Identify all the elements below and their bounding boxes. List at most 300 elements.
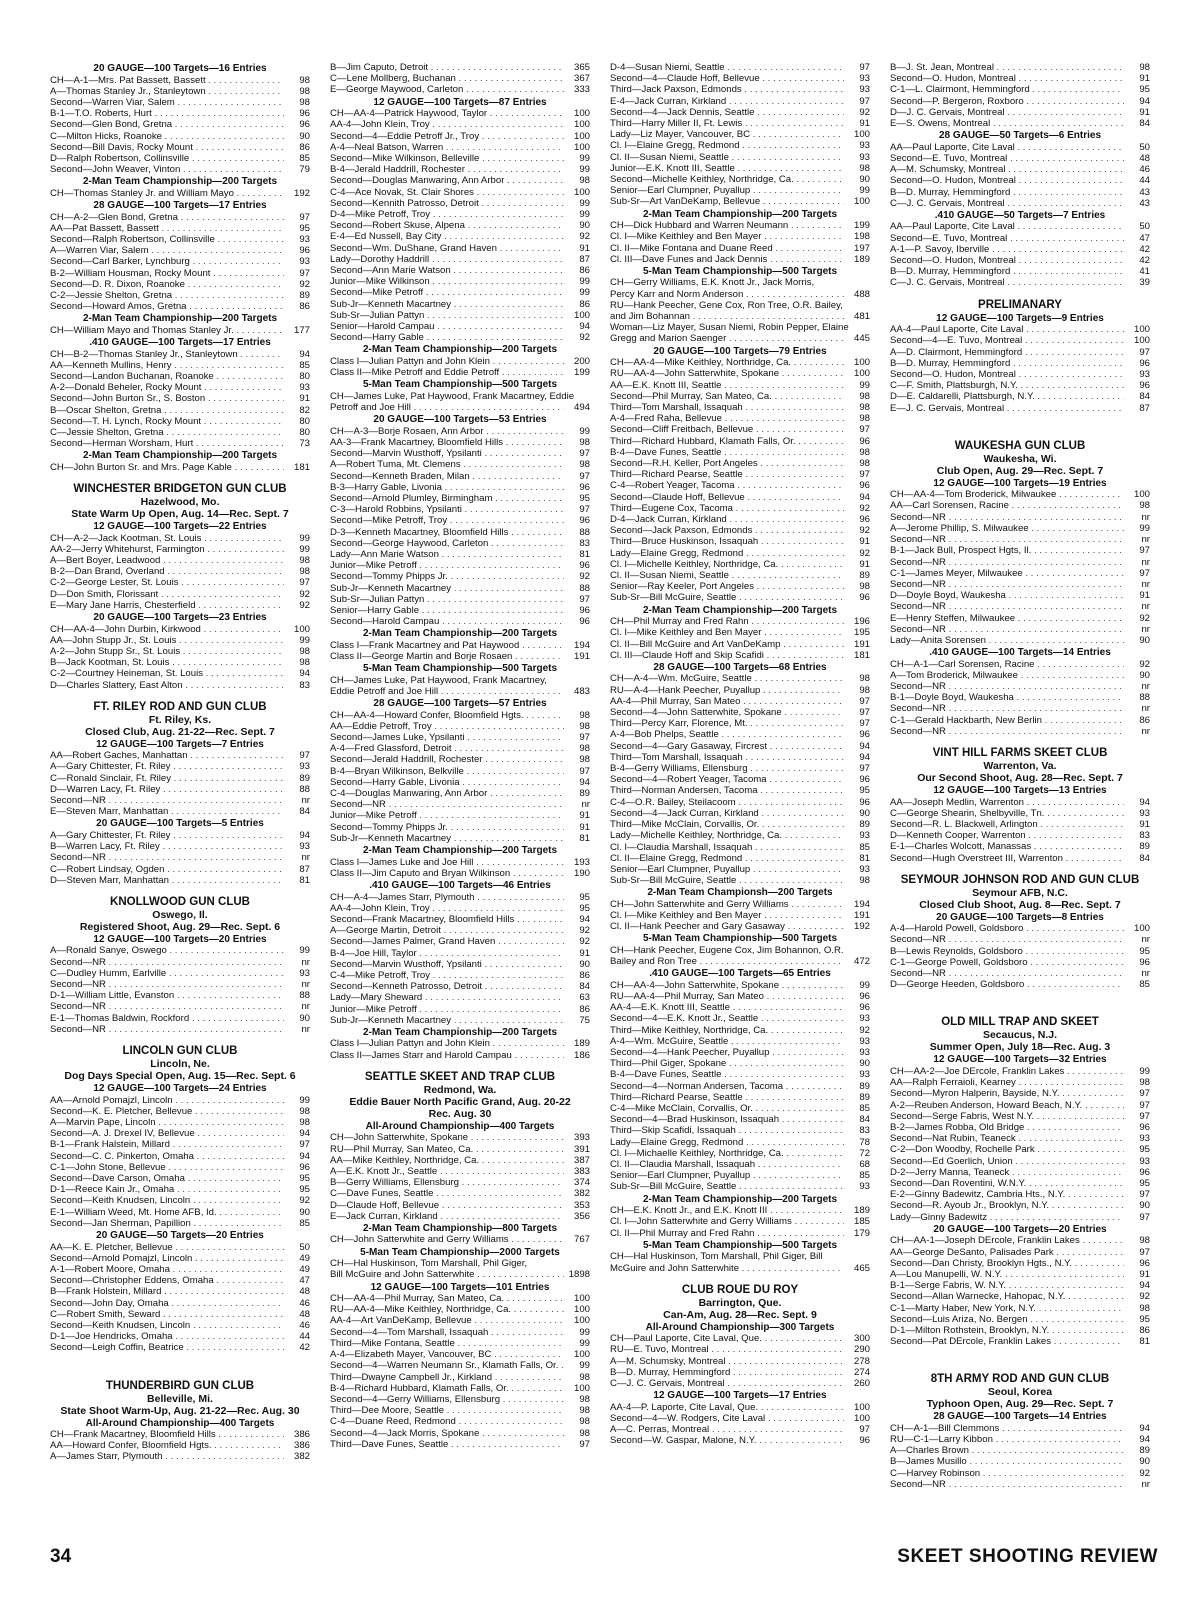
- column-3: [610, 62, 870, 1447]
- score: 98: [859, 875, 870, 887]
- score: 96: [859, 1002, 870, 1014]
- shooter-name: C—George Shearin, Shelbyville, Tn. . . .: [890, 808, 1124, 819]
- result-row: [610, 650, 870, 661]
- result-row: [610, 62, 870, 73]
- result-row: [610, 1148, 870, 1159]
- result-row: [330, 799, 590, 810]
- score: 46: [299, 1319, 310, 1331]
- event-heading: .410 GAUGE—50 Targets—7 Entries: [934, 209, 1106, 221]
- result-row: [50, 212, 310, 223]
- score: 100: [573, 1349, 590, 1361]
- score: 98: [1139, 1077, 1150, 1089]
- score: 98: [859, 401, 870, 413]
- result-row: [330, 1004, 590, 1015]
- shooter-name: D—Charles Slattery, East Alton . . .: [50, 680, 284, 691]
- score: 86: [579, 1003, 590, 1015]
- result-row: [610, 1002, 870, 1013]
- result-row-continued: [330, 1258, 590, 1269]
- shooter-name: Lady—Elaine Gregg, Redmond . . .: [610, 1137, 844, 1148]
- score: 86: [579, 264, 590, 276]
- score: 79: [299, 164, 310, 176]
- result-row: [330, 493, 590, 504]
- shooter-name: Second—Bill Davis, Rocky Mount . . .: [50, 142, 284, 153]
- result-row: [610, 1159, 870, 1170]
- score: 494: [573, 401, 590, 413]
- score: 88: [579, 526, 590, 538]
- result-row: [610, 1114, 870, 1125]
- shooter-name: RU—C-1—Larry Kibbon . . .: [890, 1434, 1124, 1445]
- shooter-name: Cl. I—Mike Keithley and Ben Mayer . . .: [610, 910, 844, 921]
- shooter-name: CH—A-4—Wm. McGuire, Seattle . . .: [610, 673, 844, 684]
- score: 97: [1139, 567, 1150, 579]
- result-row: [50, 75, 310, 86]
- score: 97: [1139, 1110, 1150, 1122]
- shooter-name: Second—O. Hudon, Montreal . . .: [890, 255, 1124, 266]
- score: 98: [859, 446, 870, 458]
- score: 81: [859, 852, 870, 864]
- result-row: [50, 1264, 310, 1275]
- shooter-name: Second—Ann Marie Watson . . .: [330, 265, 564, 276]
- score: 90: [579, 958, 590, 970]
- result-row: [610, 1424, 870, 1435]
- club-title: THUNDERBIRD GUN CLUB: [105, 1379, 255, 1392]
- result-row: [890, 403, 1150, 414]
- score: nr: [1141, 725, 1150, 737]
- result-row: [50, 142, 310, 153]
- result-row: [890, 579, 1150, 590]
- score: 93: [1139, 1155, 1150, 1167]
- shooter-name: Third—Skip Scafidi, Issaquah . . .: [610, 1125, 844, 1136]
- score: 194: [573, 639, 590, 651]
- shooter-name: D—George Heeden, Goldsboro . . .: [890, 979, 1124, 990]
- club-title: LINCOLN GUN CLUB: [122, 1045, 238, 1058]
- result-row: [50, 131, 310, 142]
- score: 93: [299, 256, 310, 268]
- score: nr: [301, 979, 310, 991]
- result-row: [610, 752, 870, 763]
- shooter-name: Second—NR . . .: [890, 579, 1124, 590]
- result-row: [890, 1468, 1150, 1479]
- shooter-name: Second—Nat Rubin, Teaneck . . .: [890, 1133, 1124, 1144]
- result-row: [50, 1207, 310, 1218]
- shooter-name: C-2—Courtney Heineman, St. Louis . . .: [50, 668, 284, 679]
- shooter-name: Second—NR . . .: [890, 726, 1124, 737]
- shooter-name: D-3—Kenneth Macartney, Bloomfield Hills . . .: [330, 527, 564, 538]
- shooter-name: Second—4—Eddie Petroff Jr., Troy . . .: [330, 131, 564, 142]
- score: 93: [299, 761, 310, 773]
- shooter-name: B-1—Frank Halstein, Millard . . .: [50, 1139, 284, 1150]
- result-row: [610, 413, 870, 424]
- score: 391: [573, 1143, 590, 1155]
- score: 83: [1139, 830, 1150, 842]
- score: 88: [1139, 692, 1150, 704]
- shooter-name: Lady—Ginny Badewitz . . .: [890, 1212, 1124, 1223]
- shooter-name: D-4—Mike Petroff, Troy . . .: [330, 209, 564, 220]
- score: 92: [1139, 658, 1150, 670]
- shooter-name: Second—E. Tuvo, Montreal . . .: [890, 153, 1124, 164]
- shooter-name: B—Gerry Williams, Ellensburg . . .: [330, 1177, 564, 1188]
- score: 81: [579, 832, 590, 844]
- result-row: [50, 1173, 310, 1184]
- result-row: [610, 1125, 870, 1136]
- result-row: [330, 1132, 590, 1143]
- score: 86: [299, 301, 310, 313]
- shooter-name: Second—4—Jack Morris, Spokane . . .: [330, 1428, 564, 1439]
- score: 91: [1139, 106, 1150, 118]
- score: 75: [579, 1014, 590, 1026]
- result-row: [330, 153, 590, 164]
- club-subheading: Oswego, Il.: [152, 908, 208, 921]
- score: 97: [579, 765, 590, 777]
- result-row: [50, 119, 310, 130]
- score: nr: [301, 852, 310, 864]
- result-row: [890, 830, 1150, 841]
- shooter-name: Sub-Sr—Julian Pattyn . . .: [330, 594, 564, 605]
- score: 96: [1139, 380, 1150, 392]
- score: 189: [853, 1205, 870, 1217]
- score: 92: [579, 231, 590, 243]
- result-row: [50, 1218, 310, 1229]
- score: nr: [301, 956, 310, 968]
- result-row: [330, 164, 590, 175]
- score: 84: [1139, 118, 1150, 130]
- result-row: [890, 62, 1150, 73]
- shooter-name: Second—Mike Petroff . . .: [330, 287, 564, 298]
- shooter-name: A—Gary Chittester, Ft. Riley . . .: [50, 830, 284, 841]
- score: 92: [299, 599, 310, 611]
- result-row: [50, 957, 310, 968]
- result-row: [330, 1155, 590, 1166]
- result-row: [610, 1402, 870, 1413]
- result-row: [50, 533, 310, 544]
- score: 78: [859, 1136, 870, 1148]
- shooter-name: CH—AA-2—Joe DErcole, Franklin Lakes . . .: [890, 1066, 1124, 1077]
- result-row: [50, 555, 310, 566]
- result-row: [610, 819, 870, 830]
- shooter-name: C-4—Ace Novak, St. Clair Shores . . .: [330, 187, 564, 198]
- score: 94: [1139, 1434, 1150, 1446]
- shooter-name: RU—Hank Peecher, Gene Cox, Ron Tree, O.R. Bailey,: [610, 299, 843, 311]
- score: 97: [299, 211, 310, 223]
- result-row: [50, 1117, 310, 1128]
- score: 189: [573, 1038, 590, 1050]
- result-row: [50, 164, 310, 175]
- result-row: [50, 1440, 310, 1451]
- event-heading: 28 GAUGE—100 Targets—14 Entries: [933, 1411, 1107, 1423]
- shooter-name: AA—Arnold Pomajzl, Lincoln . . .: [50, 1095, 284, 1106]
- event-heading: 2-Man Team Championship—200 Targets: [642, 208, 838, 220]
- result-row: [330, 1177, 590, 1188]
- shooter-name: CH—Frank Macartney, Bloomfield Hills . . .: [50, 1429, 284, 1440]
- score: 181: [293, 461, 310, 473]
- shooter-name: A-4—Bob Phelps, Seattle . . .: [610, 729, 844, 740]
- shooter-name: Third—Bruce Huskinson, Issaquah . . .: [610, 536, 844, 547]
- shooter-name: Second—Robert Skuse, Alpena . . .: [330, 220, 564, 231]
- result-row: [50, 1024, 310, 1035]
- score: 96: [299, 1161, 310, 1173]
- result-row: [330, 527, 590, 538]
- result-row: [890, 1144, 1150, 1155]
- result-row: [610, 875, 870, 886]
- score: 99: [579, 208, 590, 220]
- result-row: [890, 1325, 1150, 1336]
- shooter-name: CH—A-1—Mrs. Pat Bassett, Bassett . . .: [50, 75, 284, 86]
- shooter-name: AA—Mike Keithley, Northridge, Ca. . . .: [330, 1155, 564, 1166]
- score: 93: [859, 1013, 870, 1025]
- shooter-name: Class I—Julian Pattyn and John Klein . . .: [330, 1038, 564, 1049]
- event-heading: 20 GAUGE—50 Targets—20 Entries: [96, 1230, 264, 1242]
- score: 91: [1139, 73, 1150, 85]
- score: 93: [859, 830, 870, 842]
- result-row: [890, 233, 1150, 244]
- score: 41: [1139, 266, 1150, 278]
- result-row: [890, 1111, 1150, 1122]
- score: 179: [853, 1227, 870, 1239]
- shooter-name: AA—Ralph Ferraioli, Kearney . . .: [890, 1077, 1124, 1088]
- score: 99: [579, 197, 590, 209]
- score: 177: [293, 324, 310, 336]
- shooter-name: Second—4—Gary Gasaway, Fircrest . . .: [610, 741, 844, 752]
- result-row: [610, 185, 870, 196]
- shooter-name: McGuire and John Satterwhite . . .: [610, 1263, 844, 1274]
- shooter-name: RU—Phil Murray, San Mateo, Ca. . . .: [330, 1144, 564, 1155]
- shooter-name: CH—A-1—Bill Clemmons . . .: [890, 1423, 1124, 1434]
- shooter-name: Senior—Harry Gable . . .: [330, 605, 564, 616]
- shooter-name: CH—Thomas Stanley Jr. and William Mayo . . .: [50, 188, 284, 199]
- score: 97: [579, 448, 590, 460]
- score: 95: [1139, 945, 1150, 957]
- event-heading: 12 GAUGE—100 Targets—22 Entries: [93, 521, 267, 533]
- shooter-name: Second—NR . . .: [890, 601, 1124, 612]
- result-row: [330, 73, 590, 84]
- score: 195: [853, 627, 870, 639]
- club-title: OLD MILL TRAP AND SKEET: [941, 1016, 1099, 1029]
- club-subheading: Eddie Bauer North Pacific Grand, Aug. 20-22: [349, 1095, 571, 1108]
- shooter-name: Second—NR . . .: [50, 1024, 284, 1035]
- score: 98: [299, 645, 310, 657]
- result-row: [610, 921, 870, 932]
- result-row: [890, 808, 1150, 819]
- shooter-name: Cl. II—Phil Murray and Fred Rahn . . .: [610, 1228, 844, 1239]
- score: 96: [579, 515, 590, 527]
- result-row: [50, 945, 310, 956]
- shooter-name: E—S. Owens, Montreal . . .: [890, 118, 1124, 129]
- score: 86: [579, 298, 590, 310]
- score: 92: [579, 332, 590, 344]
- score: 92: [859, 106, 870, 118]
- result-row: [50, 1298, 310, 1309]
- shooter-name: B-4—Richard Hubbard, Klamath Falls, Or. . . .: [330, 1383, 564, 1394]
- score: 100: [1133, 335, 1150, 347]
- score: 87: [299, 863, 310, 875]
- score: 98: [1139, 1235, 1150, 1247]
- shooter-name: B—Oscar Shelton, Gretna . . .: [50, 405, 284, 416]
- score: 96: [579, 604, 590, 616]
- shooter-name: Lady—Anita Sorensen . . .: [890, 635, 1124, 646]
- score: 98: [299, 657, 310, 669]
- result-row: [330, 1327, 590, 1338]
- score: 96: [859, 1435, 870, 1447]
- club-title: VINT HILL FARMS SKEET CLUB: [932, 747, 1108, 760]
- result-row: [330, 220, 590, 231]
- shooter-name: C-4—O.R. Bailey, Steilacoom . . .: [610, 797, 844, 808]
- result-row: [50, 1195, 310, 1206]
- shooter-name: Gregg and Marion Saenger . . .: [610, 333, 844, 344]
- score: 98: [299, 566, 310, 578]
- result-row: [610, 1263, 870, 1274]
- score: 94: [859, 740, 870, 752]
- event-heading: 12 GAUGE—100 Targets—7 Entries: [96, 738, 264, 750]
- shooter-name: A—Ronald Sanye, Oswego . . .: [50, 945, 284, 956]
- score: 47: [1139, 232, 1150, 244]
- shooter-name: Second—Tommy Phipps Jr. . . .: [330, 571, 564, 582]
- score: 93: [1139, 368, 1150, 380]
- shooter-name: Cl. II—Claudia Marshall, Issaquah . . .: [610, 1159, 844, 1170]
- shooter-name: Second—George Haywood, Carleton . . .: [330, 538, 564, 549]
- score: 97: [859, 95, 870, 107]
- score: 80: [299, 415, 310, 427]
- result-row: [50, 968, 310, 979]
- result-row: [610, 1344, 870, 1355]
- score: 48: [299, 1308, 310, 1320]
- shooter-name: Second—John Weaver, Vinton . . .: [50, 164, 284, 175]
- score: 95: [579, 902, 590, 914]
- result-row: [890, 957, 1150, 968]
- shooter-name: Second—NR . . .: [50, 795, 284, 806]
- shooter-name: Second—4—Jack Dennis, Seattle . . .: [610, 107, 844, 118]
- result-row: [330, 616, 590, 627]
- shooter-name: Second—Mike Wilkinson, Belleville . . .: [330, 153, 564, 164]
- score: nr: [1141, 703, 1150, 715]
- result-row: [330, 822, 590, 833]
- column-1: [50, 62, 310, 1463]
- club-subheading: Barrington, Que.: [698, 1296, 782, 1309]
- score: 465: [853, 1262, 870, 1274]
- club-subheading: Belleville, Mi.: [147, 1392, 213, 1405]
- score: 93: [1139, 1133, 1150, 1145]
- shooter-name: Percy Karr and Norm Anderson . . .: [610, 289, 844, 300]
- result-row: [890, 1456, 1150, 1467]
- result-row: [890, 557, 1150, 568]
- shooter-name: C-1—Marty Haber, New York, N.Y. . . .: [890, 1303, 1124, 1314]
- shooter-name: E-2—Ginny Badewitz, Cambria Hts., N.Y. . . .: [890, 1189, 1124, 1200]
- shooter-name: Second—4—Robert Yeager, Tacoma . . .: [610, 774, 844, 785]
- shooter-name: D—Ralph Robertson, Collinsville . . .: [50, 153, 284, 164]
- result-row: [330, 426, 590, 437]
- shooter-name: CH—William Mayo and Thomas Stanley Jr. . . .: [50, 325, 284, 336]
- event-heading: 20 GAUGE—100 Targets—16 Entries: [93, 63, 267, 74]
- result-row: [890, 266, 1150, 277]
- score: 95: [299, 222, 310, 234]
- result-row: [50, 544, 310, 555]
- shooter-name: Second—R. L. Blackwell, Arlington . . .: [890, 819, 1124, 830]
- section-gap: [890, 1347, 1150, 1363]
- score: 89: [299, 289, 310, 301]
- result-row: [50, 750, 310, 761]
- score: 89: [579, 788, 590, 800]
- event-heading: 12 GAUGE—100 Targets—17 Entries: [653, 1390, 827, 1402]
- score: 97: [299, 577, 310, 589]
- score: 353: [573, 1199, 590, 1211]
- shooter-name: CH—AA-4—Phil Murray, San Mateo, Ca. . . .: [330, 1293, 564, 1304]
- result-row: [610, 73, 870, 84]
- shooter-name: Second—Keith Knudsen, Lincoln . . .: [50, 1195, 284, 1206]
- result-row: [610, 391, 870, 402]
- shooter-name: Second—4—Gerry Williams, Ellensburg . . .: [330, 1394, 564, 1405]
- shooter-name: Second—C. C. Pinkerton, Omaha . . .: [50, 1151, 284, 1162]
- shooter-name: Second—E. Tuvo, Montreal . . .: [890, 233, 1124, 244]
- shooter-name: Second—Herman Worsham, Hurt . . .: [50, 438, 284, 449]
- shooter-name: Second—James Palmer, Grand Haven . . .: [330, 936, 564, 947]
- result-row: [890, 659, 1150, 670]
- result-row: [50, 1001, 310, 1012]
- score: 95: [1139, 1313, 1150, 1325]
- shooter-name: B-1—Doyle Boyd, Waukesha . . .: [890, 692, 1124, 703]
- shooter-name: A—Thomas Stanley Jr., Stanleytown . . .: [50, 86, 284, 97]
- score: 93: [859, 84, 870, 96]
- club-title: WINCHESTER BRIDGETON GUN CLUB: [73, 483, 287, 496]
- result-row: [50, 427, 310, 438]
- magazine-title: SKEET SHOOTING REVIEW: [897, 1546, 1158, 1567]
- shooter-name: C—Ronald Sinclair, Ft. Riley . . .: [50, 773, 284, 784]
- shooter-name: A—Jerome Phillip, S. Milwaukee . . .: [890, 523, 1124, 534]
- score: 90: [299, 1206, 310, 1218]
- result-row: [330, 903, 590, 914]
- shooter-name: A—Warren Viar, Salem . . .: [50, 245, 284, 256]
- result-row: [50, 589, 310, 600]
- shooter-name: Cl. I—Claudia Marshall, Issaquah . . .: [610, 842, 844, 853]
- score: 393: [573, 1132, 590, 1144]
- shooter-name: D—Don Smith, Florissant . . .: [50, 589, 284, 600]
- shooter-name: A—Robert Tuma, Mt. Clemens . . .: [330, 459, 564, 470]
- result-row: [330, 1166, 590, 1177]
- score: 100: [573, 1293, 590, 1305]
- score: 100: [573, 130, 590, 142]
- shooter-name: AA-4—Phil Murray, San Mateo . . .: [610, 696, 844, 707]
- shooter-name: RU—A-4—Hank Peecher, Puyallup . . .: [610, 685, 844, 696]
- score: 91: [1139, 1268, 1150, 1280]
- result-row: [50, 438, 310, 449]
- score: 85: [299, 359, 310, 371]
- score: 98: [299, 1105, 310, 1117]
- shooter-name: Second—Harold Campau . . .: [330, 616, 564, 627]
- result-row: [330, 1349, 590, 1360]
- shooter-name: Cl. II—Bill McGuire and Art VanDeKamp . . .: [610, 639, 844, 650]
- shooter-name: Second—NR . . .: [50, 1001, 284, 1012]
- result-row: [330, 857, 590, 868]
- shooter-name: A-4—Elizabeth Mayer, Vancouver, BC . . .: [330, 1349, 564, 1360]
- event-heading: 28 GAUGE—100 Targets—68 Entries: [653, 661, 827, 673]
- score: 48: [299, 1286, 310, 1298]
- club-title: 8TH ARMY ROD AND GUN CLUB: [930, 1373, 1110, 1386]
- result-row: [50, 349, 310, 360]
- result-row: [610, 570, 870, 581]
- result-row: [330, 721, 590, 732]
- score: 90: [1139, 1456, 1150, 1468]
- shooter-name: Third—Richard Hubbard, Klamath Falls, Or. . . .: [610, 436, 844, 447]
- event-heading: 5-Man Team Championship—500 Targets: [642, 1239, 838, 1251]
- result-row: [610, 559, 870, 570]
- score: 91: [859, 118, 870, 130]
- shooter-name: Second—Leigh Coffin, Beatrice . . .: [50, 1342, 284, 1353]
- result-row: [610, 1413, 870, 1424]
- score: 99: [299, 1094, 310, 1106]
- shooter-name: Third—Eugene Cox, Tacoma . . .: [610, 503, 844, 514]
- score: 97: [579, 470, 590, 482]
- shooter-name: B-3—Harry Gable, Livonia . . .: [330, 482, 564, 493]
- result-row: [330, 84, 590, 95]
- result-row: [330, 1234, 590, 1245]
